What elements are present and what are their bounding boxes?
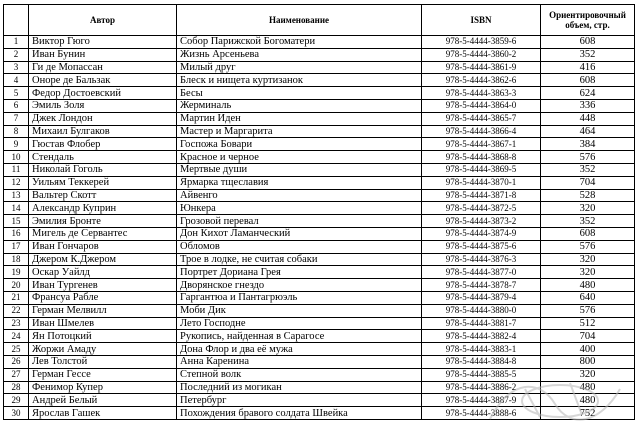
- cell-number: 7: [4, 112, 29, 125]
- table-row: [4, 176, 635, 189]
- cell-title: Трое в лодке, не считая собаки: [177, 253, 422, 266]
- cell-number: 3: [4, 61, 29, 74]
- table-body: [4, 36, 635, 420]
- cell-number: 27: [4, 368, 29, 381]
- table-row: [4, 394, 635, 407]
- cell-title: Лето Господне: [177, 317, 422, 330]
- cell-author: Николай Гоголь: [29, 163, 177, 176]
- cell-title: Мартин Иден: [177, 112, 422, 125]
- cell-author: Ги де Мопассан: [29, 61, 177, 74]
- cell-author: Лев Толстой: [29, 355, 177, 368]
- cell-volume: 480: [541, 279, 635, 292]
- table-row: [4, 253, 635, 266]
- cell-isbn: 978-5-4444-3861-9: [422, 61, 541, 74]
- cell-title: Собор Парижской Богоматери: [177, 36, 422, 49]
- cell-author: Эмилия Бронте: [29, 215, 177, 228]
- cell-volume: 576: [541, 151, 635, 164]
- cell-title: Мастер и Маргарита: [177, 125, 422, 138]
- cell-volume: 352: [541, 215, 635, 228]
- cell-volume: 704: [541, 330, 635, 343]
- cell-volume: 320: [541, 202, 635, 215]
- table-row: [4, 202, 635, 215]
- cell-author: Михаил Булгаков: [29, 125, 177, 138]
- cell-number: 15: [4, 215, 29, 228]
- table-row: [4, 368, 635, 381]
- cell-author: Фенимор Купер: [29, 381, 177, 394]
- header-number: [4, 5, 29, 36]
- cell-title: Красное и черное: [177, 151, 422, 164]
- cell-volume: 480: [541, 381, 635, 394]
- cell-author: Стендаль: [29, 151, 177, 164]
- cell-title: Бесы: [177, 87, 422, 100]
- table-row: [4, 163, 635, 176]
- table-row: [4, 125, 635, 138]
- cell-title: Степной волк: [177, 368, 422, 381]
- cell-title: Госпожа Бовари: [177, 138, 422, 151]
- cell-volume: 576: [541, 304, 635, 317]
- cell-title: Гаргантюа и Пантагрюэль: [177, 291, 422, 304]
- books-table: [3, 4, 635, 420]
- cell-isbn: 978-5-4444-3867-1: [422, 138, 541, 151]
- cell-author: Мигель де Сервантес: [29, 227, 177, 240]
- cell-volume: 480: [541, 394, 635, 407]
- cell-number: 29: [4, 394, 29, 407]
- cell-isbn: 978-5-4444-3863-3: [422, 87, 541, 100]
- table-row: [4, 215, 635, 228]
- cell-number: 25: [4, 343, 29, 356]
- cell-author: Уильям Теккерей: [29, 176, 177, 189]
- cell-volume: 640: [541, 291, 635, 304]
- cell-isbn: 978-5-4444-3873-2: [422, 215, 541, 228]
- cell-title: Жизнь Арсеньева: [177, 48, 422, 61]
- cell-isbn: 978-5-4444-3876-3: [422, 253, 541, 266]
- cell-number: 19: [4, 266, 29, 279]
- cell-title: Портрет Дориана Грея: [177, 266, 422, 279]
- cell-isbn: 978-5-4444-3866-4: [422, 125, 541, 138]
- cell-author: Ян Потоцкий: [29, 330, 177, 343]
- cell-number: 1: [4, 36, 29, 49]
- cell-number: 4: [4, 74, 29, 87]
- cell-volume: 352: [541, 163, 635, 176]
- table-row: [4, 189, 635, 202]
- cell-author: Джером К.Джером: [29, 253, 177, 266]
- cell-author: Иван Шмелев: [29, 317, 177, 330]
- cell-author: Оноре де Бальзак: [29, 74, 177, 87]
- cell-title: Дона Флор и два её мужа: [177, 343, 422, 356]
- table-row: [4, 304, 635, 317]
- cell-number: 12: [4, 176, 29, 189]
- table-row: [4, 48, 635, 61]
- cell-number: 2: [4, 48, 29, 61]
- table-row: [4, 87, 635, 100]
- cell-volume: 320: [541, 368, 635, 381]
- cell-isbn: 978-5-4444-3859-6: [422, 36, 541, 49]
- cell-volume: 320: [541, 253, 635, 266]
- cell-isbn: 978-5-4444-3874-9: [422, 227, 541, 240]
- table-row: [4, 74, 635, 87]
- cell-volume: 752: [541, 407, 635, 420]
- cell-volume: 464: [541, 125, 635, 138]
- cell-volume: 624: [541, 87, 635, 100]
- table-row: [4, 112, 635, 125]
- cell-volume: 576: [541, 240, 635, 253]
- cell-title: Мертвые души: [177, 163, 422, 176]
- cell-author: Джек Лондон: [29, 112, 177, 125]
- table-row: [4, 99, 635, 112]
- cell-title: Ярмарка тщеславия: [177, 176, 422, 189]
- cell-number: 20: [4, 279, 29, 292]
- cell-isbn: 978-5-4444-3865-7: [422, 112, 541, 125]
- cell-number: 18: [4, 253, 29, 266]
- cell-author: Андрей Белый: [29, 394, 177, 407]
- cell-isbn: 978-5-4444-3887-9: [422, 394, 541, 407]
- cell-number: 23: [4, 317, 29, 330]
- cell-title: Похождения бравого солдата Швейка: [177, 407, 422, 420]
- cell-number: 26: [4, 355, 29, 368]
- cell-isbn: 978-5-4444-3883-1: [422, 343, 541, 356]
- cell-number: 13: [4, 189, 29, 202]
- table-row: [4, 151, 635, 164]
- table-row: [4, 36, 635, 49]
- table-row: [4, 240, 635, 253]
- cell-isbn: 978-5-4444-3881-7: [422, 317, 541, 330]
- cell-isbn: 978-5-4444-3870-1: [422, 176, 541, 189]
- cell-volume: 800: [541, 355, 635, 368]
- cell-number: 11: [4, 163, 29, 176]
- cell-title: Петербург: [177, 394, 422, 407]
- cell-number: 6: [4, 99, 29, 112]
- cell-author: Ярослав Гашек: [29, 407, 177, 420]
- table-row: [4, 291, 635, 304]
- table-row: [4, 330, 635, 343]
- cell-isbn: 978-5-4444-3871-8: [422, 189, 541, 202]
- cell-number: 22: [4, 304, 29, 317]
- table-row: [4, 355, 635, 368]
- table-row: [4, 138, 635, 151]
- cell-author: Герман Мелвилл: [29, 304, 177, 317]
- cell-number: 10: [4, 151, 29, 164]
- cell-author: Федор Достоевский: [29, 87, 177, 100]
- cell-isbn: 978-5-4444-3884-8: [422, 355, 541, 368]
- cell-isbn: 978-5-4444-3886-2: [422, 381, 541, 394]
- cell-title: Жерминаль: [177, 99, 422, 112]
- table-row: [4, 61, 635, 74]
- cell-isbn: 978-5-4444-3885-5: [422, 368, 541, 381]
- cell-number: 16: [4, 227, 29, 240]
- cell-number: 28: [4, 381, 29, 394]
- cell-author: Оскар Уайлд: [29, 266, 177, 279]
- cell-isbn: 978-5-4444-3888-6: [422, 407, 541, 420]
- cell-volume: 512: [541, 317, 635, 330]
- cell-title: Грозовой перевал: [177, 215, 422, 228]
- cell-author: Иван Бунин: [29, 48, 177, 61]
- table-header: [4, 5, 635, 36]
- cell-number: 5: [4, 87, 29, 100]
- cell-number: 14: [4, 202, 29, 215]
- cell-title: Рукопись, найденная в Сарагосе: [177, 330, 422, 343]
- cell-isbn: 978-5-4444-3878-7: [422, 279, 541, 292]
- header-row: [4, 5, 635, 36]
- cell-title: Дон Кихот Ламанческий: [177, 227, 422, 240]
- cell-isbn: 978-5-4444-3880-0: [422, 304, 541, 317]
- cell-title: Обломов: [177, 240, 422, 253]
- cell-title: Анна Каренина: [177, 355, 422, 368]
- cell-number: 17: [4, 240, 29, 253]
- cell-number: 9: [4, 138, 29, 151]
- header-volume: Ориентировочный объем, стр.: [541, 5, 635, 36]
- cell-number: 8: [4, 125, 29, 138]
- cell-author: Эмиль Золя: [29, 99, 177, 112]
- cell-title: Дворянское гнездо: [177, 279, 422, 292]
- cell-volume: 448: [541, 112, 635, 125]
- cell-author: Герман Гессе: [29, 368, 177, 381]
- cell-author: Жоржи Амаду: [29, 343, 177, 356]
- cell-number: 24: [4, 330, 29, 343]
- cell-author: Иван Тургенев: [29, 279, 177, 292]
- cell-title: Моби Дик: [177, 304, 422, 317]
- cell-title: Юнкера: [177, 202, 422, 215]
- cell-author: Виктор Гюго: [29, 36, 177, 49]
- table-row: [4, 266, 635, 279]
- cell-author: Вальтер Скотт: [29, 189, 177, 202]
- table-row: [4, 317, 635, 330]
- cell-isbn: 978-5-4444-3882-4: [422, 330, 541, 343]
- cell-isbn: 978-5-4444-3869-5: [422, 163, 541, 176]
- cell-isbn: 978-5-4444-3862-6: [422, 74, 541, 87]
- table-row: [4, 381, 635, 394]
- header-title: Наименование: [177, 5, 422, 36]
- cell-isbn: 978-5-4444-3877-0: [422, 266, 541, 279]
- cell-title: Милый друг: [177, 61, 422, 74]
- cell-volume: 608: [541, 74, 635, 87]
- cell-isbn: 978-5-4444-3864-0: [422, 99, 541, 112]
- cell-volume: 352: [541, 48, 635, 61]
- cell-number: 30: [4, 407, 29, 420]
- cell-volume: 528: [541, 189, 635, 202]
- cell-author: Иван Гончаров: [29, 240, 177, 253]
- cell-isbn: 978-5-4444-3875-6: [422, 240, 541, 253]
- table-row: [4, 407, 635, 420]
- cell-volume: 416: [541, 61, 635, 74]
- cell-author: Франсуа Рабле: [29, 291, 177, 304]
- cell-title: Айвенго: [177, 189, 422, 202]
- cell-volume: 320: [541, 266, 635, 279]
- cell-author: Гюстав Флобер: [29, 138, 177, 151]
- cell-isbn: 978-5-4444-3879-4: [422, 291, 541, 304]
- cell-isbn: 978-5-4444-3860-2: [422, 48, 541, 61]
- table-row: [4, 227, 635, 240]
- cell-volume: 608: [541, 36, 635, 49]
- cell-isbn: 978-5-4444-3868-8: [422, 151, 541, 164]
- table-row: [4, 279, 635, 292]
- header-isbn: ISBN: [422, 5, 541, 36]
- cell-volume: 384: [541, 138, 635, 151]
- cell-title: Последний из могикан: [177, 381, 422, 394]
- table-row: [4, 343, 635, 356]
- cell-isbn: 978-5-4444-3872-5: [422, 202, 541, 215]
- cell-number: 21: [4, 291, 29, 304]
- cell-volume: 336: [541, 99, 635, 112]
- cell-volume: 704: [541, 176, 635, 189]
- cell-volume: 608: [541, 227, 635, 240]
- cell-volume: 400: [541, 343, 635, 356]
- cell-author: Александр Куприн: [29, 202, 177, 215]
- header-author: Автор: [29, 5, 177, 36]
- cell-title: Блеск и нищета куртизанок: [177, 74, 422, 87]
